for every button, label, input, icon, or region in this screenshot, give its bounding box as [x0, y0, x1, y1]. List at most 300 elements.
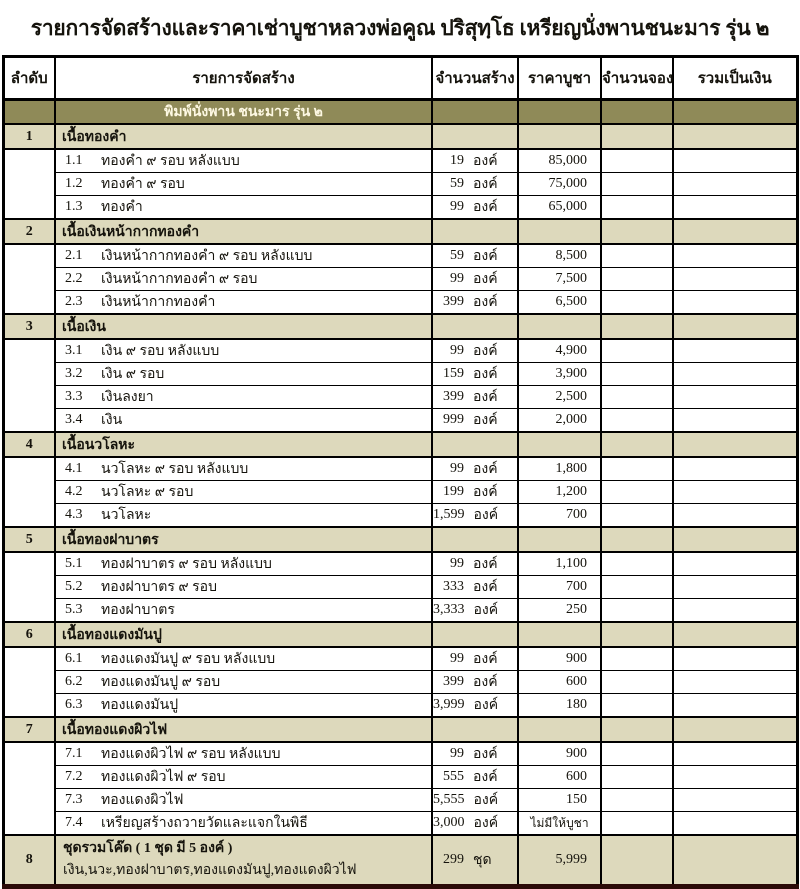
item-code: 5.1	[65, 556, 83, 571]
reserved-cell	[601, 268, 673, 291]
section-quantity-cell	[432, 527, 518, 552]
reserved-cell	[601, 457, 673, 481]
quantity-value: 59	[450, 248, 464, 263]
section-name: เนื้อทองแดงผิวไฟ	[55, 717, 432, 742]
item-code: 6.1	[65, 651, 83, 666]
item-name: เงินหน้ากากทองคำ	[101, 295, 216, 310]
reserved-cell	[601, 149, 673, 173]
item-code: 4.2	[65, 484, 83, 499]
item-row	[3, 671, 797, 694]
item-label-cell	[55, 576, 432, 599]
section-price-cell	[518, 219, 601, 244]
item-label-wrap	[56, 150, 431, 172]
price-cell: 75,000	[518, 173, 601, 196]
total-cell	[673, 268, 797, 291]
total-cell	[673, 339, 797, 363]
quantity-value: 333	[443, 579, 464, 594]
price-cell: 700	[518, 576, 601, 599]
item-row	[3, 504, 797, 528]
reserved-cell	[601, 766, 673, 789]
price-cell: 1,200	[518, 481, 601, 504]
reserved-cell	[601, 576, 673, 599]
quantity-unit: องค์	[473, 462, 498, 477]
column-header-quantity: จำนวนสร้าง	[432, 57, 518, 100]
price-cell: 700	[518, 504, 601, 528]
total-cell	[673, 552, 797, 576]
section-reserved-cell	[601, 527, 673, 552]
set-description-cell	[55, 835, 432, 887]
item-code: 6.3	[65, 697, 83, 712]
set-description-line1: ชุดรวมโค๊ด ( 1 ชุด มี 5 องค์ )	[63, 841, 233, 856]
column-header-item: รายการจัดสร้าง	[55, 57, 432, 100]
amulet-price-table	[2, 55, 799, 889]
item-name: ทองแดงผิวไฟ ๙ รอบ หลังแบบ	[101, 747, 281, 762]
quantity-unit: องค์	[473, 508, 499, 523]
set-summary-row	[3, 835, 797, 887]
total-cell	[673, 742, 797, 766]
section-name: เนื้อเงิน	[55, 314, 432, 339]
item-label-cell	[55, 694, 432, 718]
quantity-wrap	[433, 812, 517, 834]
quantity-value: 399	[443, 294, 464, 309]
section-total-cell	[673, 717, 797, 742]
quantity-cell	[432, 196, 518, 220]
quantity-wrap	[433, 173, 517, 195]
quantity-wrap	[433, 849, 517, 871]
section-header-row	[3, 219, 797, 244]
quantity-value: 99	[450, 556, 464, 571]
price-cell: 2,500	[518, 386, 601, 409]
quantity-wrap	[433, 268, 517, 290]
item-code: 6.2	[65, 674, 83, 689]
quantity-wrap	[433, 340, 517, 362]
quantity-wrap	[433, 386, 517, 408]
reserved-cell	[601, 835, 673, 887]
quantity-wrap	[433, 458, 517, 480]
item-label-wrap	[56, 481, 431, 503]
quantity-wrap	[433, 291, 517, 313]
section-header-row	[3, 124, 797, 149]
reserved-cell	[601, 196, 673, 220]
item-label-wrap	[56, 812, 431, 834]
quantity-cell	[432, 766, 518, 789]
quantity-unit: องค์	[473, 793, 499, 808]
quantity-wrap	[433, 766, 517, 788]
section-price-cell	[518, 527, 601, 552]
total-cell	[673, 647, 797, 671]
item-label-cell	[55, 742, 432, 766]
item-label-cell	[55, 457, 432, 481]
section-header-row	[3, 622, 797, 647]
reserved-cell	[601, 599, 673, 623]
item-label-wrap	[56, 766, 431, 788]
price-cell: 85,000	[518, 149, 601, 173]
subheader-label: พิมพ์นั่งพาน ชนะมาร รุ่น ๒	[55, 100, 432, 125]
quantity-cell	[432, 149, 518, 173]
total-cell	[673, 291, 797, 315]
item-row	[3, 647, 797, 671]
item-row	[3, 812, 797, 836]
quantity-value: 99	[450, 461, 464, 476]
item-name: เงินลงยา	[101, 390, 154, 405]
item-code: 4.1	[65, 461, 83, 476]
quantity-unit: องค์	[473, 652, 498, 667]
quantity-cell	[432, 599, 518, 623]
quantity-cell	[432, 244, 518, 268]
quantity-cell	[432, 694, 518, 718]
item-label-wrap	[56, 504, 431, 526]
quantity-cell	[432, 647, 518, 671]
item-label-cell	[55, 363, 432, 386]
quantity-wrap	[433, 743, 517, 765]
quantity-cell	[432, 363, 518, 386]
total-cell	[673, 173, 797, 196]
quantity-value: 199	[443, 484, 464, 499]
item-label-cell	[55, 196, 432, 220]
section-total-cell	[673, 622, 797, 647]
item-name: เงิน ๙ รอบ	[101, 367, 165, 382]
quantity-wrap	[433, 363, 517, 385]
item-label-wrap	[56, 694, 431, 716]
item-name: ทองคำ ๙ รอบ หลังแบบ	[101, 154, 240, 169]
item-row	[3, 576, 797, 599]
total-cell	[673, 766, 797, 789]
set-description-line2: เงิน,นวะ,ทองฝาบาตร,ทองแดงมันปู,ทองแดงผิวไฟ	[63, 863, 357, 878]
column-header-order: ลำดับ	[3, 57, 55, 100]
total-cell	[673, 244, 797, 268]
item-label-cell	[55, 244, 432, 268]
item-code: 4.3	[65, 507, 83, 522]
item-label-wrap	[56, 576, 431, 598]
quantity-wrap	[433, 648, 517, 670]
item-name: ทองฝาบาตร ๙ รอบ	[101, 580, 217, 595]
quantity-unit: ชุด	[473, 853, 492, 868]
item-label-wrap	[56, 671, 431, 693]
reserved-cell	[601, 552, 673, 576]
total-cell	[673, 363, 797, 386]
item-name: ทองแดงมันปู ๙ รอบ หลังแบบ	[101, 652, 276, 667]
section-quantity-cell	[432, 124, 518, 149]
section-total-cell	[673, 527, 797, 552]
item-label-wrap	[56, 409, 431, 431]
item-name: ทองฝาบาตร ๙ รอบ หลังแบบ	[101, 557, 272, 572]
subheader-spacer	[673, 100, 797, 125]
quantity-cell	[432, 671, 518, 694]
item-label-cell	[55, 173, 432, 196]
section-name: เนื้อทองคำ	[55, 124, 432, 149]
item-label-cell	[55, 671, 432, 694]
total-cell	[673, 409, 797, 433]
quantity-value: 3,333	[433, 602, 465, 617]
item-label-wrap	[56, 363, 431, 385]
section-price-cell	[518, 717, 601, 742]
item-label-cell	[55, 291, 432, 315]
section-reserved-cell	[601, 124, 673, 149]
item-code: 1.3	[65, 199, 83, 214]
item-label-wrap	[56, 599, 431, 621]
item-label-wrap	[56, 743, 431, 765]
total-cell	[673, 457, 797, 481]
quantity-cell	[432, 457, 518, 481]
item-label-cell	[55, 149, 432, 173]
price-cell: 250	[518, 599, 601, 623]
price-cell: 180	[518, 694, 601, 718]
quantity-value: 99	[450, 343, 464, 358]
quantity-value: 399	[443, 389, 464, 404]
quantity-value: 1,599	[433, 507, 465, 522]
item-label-cell	[55, 812, 432, 836]
section-number: 3	[3, 314, 55, 339]
table-body	[3, 124, 797, 887]
section-price-cell	[518, 432, 601, 457]
item-label-wrap	[56, 648, 431, 670]
item-code: 3.2	[65, 366, 83, 381]
quantity-unit: องค์	[473, 272, 498, 287]
item-code: 2.1	[65, 248, 83, 263]
item-row	[3, 789, 797, 812]
quantity-unit: องค์	[473, 413, 498, 428]
section-number: 2	[3, 219, 55, 244]
reserved-cell	[601, 386, 673, 409]
section-quantity-cell	[432, 717, 518, 742]
quantity-value: 99	[450, 271, 464, 286]
quantity-value: 99	[450, 651, 464, 666]
quantity-wrap	[433, 196, 517, 218]
reserved-cell	[601, 173, 673, 196]
item-row	[3, 552, 797, 576]
section-total-cell	[673, 432, 797, 457]
price-cell: 2,000	[518, 409, 601, 433]
item-row	[3, 457, 797, 481]
item-code: 1.2	[65, 176, 83, 191]
item-row	[3, 268, 797, 291]
section-quantity-cell	[432, 314, 518, 339]
item-name: นวโลหะ	[101, 508, 152, 523]
item-code: 3.4	[65, 412, 83, 427]
price-cell: 600	[518, 671, 601, 694]
item-code: 1.1	[65, 153, 83, 168]
item-code: 5.3	[65, 602, 83, 617]
item-name: เงินหน้ากากทองคำ ๙ รอบ	[101, 272, 258, 287]
quantity-value: 3,999	[433, 697, 465, 712]
set-number: 8	[3, 835, 55, 887]
quantity-wrap	[433, 409, 517, 431]
section-number: 4	[3, 432, 55, 457]
item-row	[3, 196, 797, 220]
item-name: เงิน	[101, 413, 123, 428]
subheader-spacer	[601, 100, 673, 125]
quantity-cell	[432, 386, 518, 409]
item-row	[3, 766, 797, 789]
price-cell: 7,500	[518, 268, 601, 291]
item-label-cell	[55, 766, 432, 789]
price-cell: 1,800	[518, 457, 601, 481]
section-number: 1	[3, 124, 55, 149]
quantity-wrap	[433, 789, 517, 811]
price-cell: ไม่มีให้บูชา	[518, 812, 601, 836]
section-order-spacer	[3, 647, 55, 717]
quantity-unit: องค์	[473, 816, 499, 831]
quantity-unit: องค์	[473, 603, 499, 618]
section-quantity-cell	[432, 219, 518, 244]
item-label-cell	[55, 386, 432, 409]
item-code: 7.3	[65, 792, 83, 807]
item-name: ทองแดงมันปู ๙ รอบ	[101, 675, 221, 690]
reserved-cell	[601, 504, 673, 528]
reserved-cell	[601, 481, 673, 504]
item-label-cell	[55, 268, 432, 291]
total-cell	[673, 694, 797, 718]
section-price-cell	[518, 622, 601, 647]
item-code: 5.2	[65, 579, 83, 594]
item-code: 7.2	[65, 769, 83, 784]
reserved-cell	[601, 409, 673, 433]
total-cell	[673, 576, 797, 599]
price-cell: 8,500	[518, 244, 601, 268]
quantity-cell	[432, 504, 518, 528]
total-cell	[673, 812, 797, 836]
total-cell	[673, 835, 797, 887]
quantity-cell	[432, 409, 518, 433]
section-name: เนื้อนวโลหะ	[55, 432, 432, 457]
quantity-cell	[432, 552, 518, 576]
section-order-spacer	[3, 742, 55, 835]
item-code: 2.3	[65, 294, 83, 309]
reserved-cell	[601, 812, 673, 836]
quantity-unit: องค์	[473, 249, 498, 264]
section-total-cell	[673, 314, 797, 339]
item-name: ทองแดงผิวไฟ	[101, 793, 184, 808]
section-number: 7	[3, 717, 55, 742]
item-row	[3, 363, 797, 386]
section-number: 5	[3, 527, 55, 552]
total-cell	[673, 196, 797, 220]
reserved-cell	[601, 671, 673, 694]
item-name: เหรียญสร้างถวายวัดและแจกในพิธี	[101, 816, 308, 831]
price-cell: 65,000	[518, 196, 601, 220]
total-cell	[673, 386, 797, 409]
quantity-value: 555	[443, 769, 464, 784]
section-quantity-cell	[432, 622, 518, 647]
total-cell	[673, 671, 797, 694]
item-row	[3, 742, 797, 766]
quantity-cell	[432, 789, 518, 812]
quantity-unit: องค์	[473, 698, 499, 713]
item-label-cell	[55, 789, 432, 812]
item-row	[3, 386, 797, 409]
quantity-cell	[432, 812, 518, 836]
item-label-wrap	[56, 291, 431, 313]
column-header-reserved: จำนวนจอง	[601, 57, 673, 100]
quantity-wrap	[433, 576, 517, 598]
page-title: รายการจัดสร้างและราคาเช่าบูชาหลวงพ่อคูณ ปริสุทฺโธ เหรียญนั่งพานชนะมาร รุ่น ๒	[30, 16, 770, 40]
item-name: ทองคำ ๙ รอบ	[101, 177, 185, 192]
section-header-row	[3, 717, 797, 742]
item-label-wrap	[56, 553, 431, 575]
subheader-spacer	[3, 100, 55, 125]
quantity-unit: องค์	[473, 390, 498, 405]
column-header-price: ราคาบูชา	[518, 57, 601, 100]
section-name: เนื้อเงินหน้ากากทองคำ	[55, 219, 432, 244]
item-code: 7.1	[65, 746, 83, 761]
section-total-cell	[673, 124, 797, 149]
quantity-cell	[432, 173, 518, 196]
reserved-cell	[601, 694, 673, 718]
section-reserved-cell	[601, 432, 673, 457]
section-header-row	[3, 314, 797, 339]
reserved-cell	[601, 789, 673, 812]
item-row	[3, 173, 797, 196]
quantity-cell	[432, 291, 518, 315]
section-order-spacer	[3, 552, 55, 622]
quantity-value: 399	[443, 674, 464, 689]
reserved-cell	[601, 363, 673, 386]
quantity-wrap	[433, 671, 517, 693]
item-row	[3, 481, 797, 504]
item-label-wrap	[56, 173, 431, 195]
quantity-value: 5,555	[433, 792, 465, 807]
price-cell: 900	[518, 647, 601, 671]
quantity-value: 299	[443, 852, 464, 867]
price-cell: 900	[518, 742, 601, 766]
section-reserved-cell	[601, 717, 673, 742]
quantity-cell	[432, 339, 518, 363]
quantity-wrap	[433, 245, 517, 267]
item-label-cell	[55, 409, 432, 433]
reserved-cell	[601, 291, 673, 315]
quantity-value: 99	[450, 199, 464, 214]
item-row	[3, 409, 797, 433]
quantity-unit: องค์	[473, 557, 498, 572]
quantity-unit: องค์	[473, 485, 498, 500]
section-order-spacer	[3, 149, 55, 219]
item-row	[3, 244, 797, 268]
table-header-row	[3, 57, 797, 100]
item-name: นวโลหะ ๙ รอบ	[101, 485, 194, 500]
quantity-unit: องค์	[473, 200, 498, 215]
total-cell	[673, 149, 797, 173]
subheader-spacer	[432, 100, 518, 125]
reserved-cell	[601, 742, 673, 766]
item-label-cell	[55, 599, 432, 623]
item-label-cell	[55, 552, 432, 576]
section-order-spacer	[3, 457, 55, 527]
item-name: ทองฝาบาตร	[101, 603, 175, 618]
item-label-wrap	[56, 196, 431, 218]
quantity-value: 99	[450, 746, 464, 761]
section-quantity-cell	[432, 432, 518, 457]
item-code: 3.1	[65, 343, 83, 358]
item-label-wrap	[56, 789, 431, 811]
quantity-unit: องค์	[473, 344, 498, 359]
item-code: 7.4	[65, 815, 83, 830]
subheader-spacer	[518, 100, 601, 125]
quantity-unit: องค์	[473, 367, 498, 382]
total-cell	[673, 599, 797, 623]
item-label-cell	[55, 481, 432, 504]
total-cell	[673, 789, 797, 812]
item-label-wrap	[56, 268, 431, 290]
quantity-unit: องค์	[473, 580, 498, 595]
subheader-row	[3, 100, 797, 125]
total-cell	[673, 481, 797, 504]
item-name: เงิน ๙ รอบ หลังแบบ	[101, 344, 220, 359]
price-cell: 1,100	[518, 552, 601, 576]
section-order-spacer	[3, 244, 55, 314]
quantity-cell	[432, 835, 518, 887]
item-name: ทองคำ	[101, 200, 143, 215]
item-name: เงินหน้ากากทองคำ ๙ รอบ หลังแบบ	[101, 249, 313, 264]
